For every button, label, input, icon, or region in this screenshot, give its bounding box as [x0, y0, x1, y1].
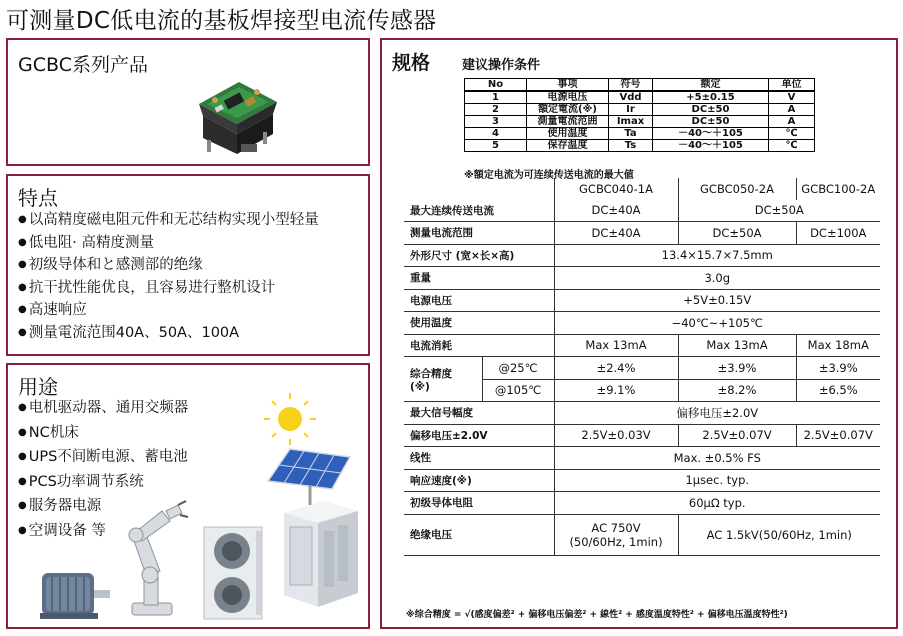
model-header: GCBC050-2A: [678, 178, 796, 200]
list-item: ● PCS功率调节系统: [18, 471, 188, 496]
table-row: [465, 116, 815, 128]
sun-icon: [264, 393, 316, 445]
table-cell: ±2.4%: [554, 357, 678, 380]
rated-current-note: ※額定电流为可连续传送电流的最大値: [464, 170, 634, 181]
table-cell: 2.5V±0.07V: [678, 424, 796, 447]
row-label: 电流消耗: [404, 334, 554, 357]
applications-heading: 用途: [18, 375, 58, 399]
table-row: [404, 402, 880, 425]
table-header-row: [465, 79, 815, 92]
column-header: 单位: [769, 79, 815, 92]
list-item: ● UPS不间断电源、蓄电池: [18, 446, 188, 471]
server-cabinet-icon: [284, 501, 358, 607]
table-cell: 13.4×15.7×7.5mm: [554, 244, 880, 267]
table-cell: Ir: [609, 104, 653, 116]
operating-conditions-table: [464, 78, 815, 152]
table-row: [404, 424, 880, 447]
table-header-row: [404, 178, 880, 200]
table-cell: Max. ±0.5% FS: [554, 447, 880, 470]
table-cell: A: [769, 104, 815, 116]
table-row: [404, 469, 880, 492]
column-header: 额定: [653, 79, 769, 92]
applications-panel: [6, 363, 370, 629]
table-cell: DC±50: [653, 116, 769, 128]
table-cell: DC±50: [653, 104, 769, 116]
list-item: ● 测量電流范围40A、50A、100A: [18, 323, 319, 346]
table-cell: Vdd: [609, 91, 653, 104]
insulation-condition: (50/60Hz, 1min): [569, 534, 663, 549]
table-cell: 2.5V±0.07V: [796, 424, 880, 447]
table-cell: A: [769, 116, 815, 128]
table-cell: 偏移电压±2.0V: [554, 402, 880, 425]
table-row: [404, 312, 880, 335]
table-cell: 1: [465, 91, 527, 104]
table-cell: 2.5V±0.03V: [554, 424, 678, 447]
accuracy-mark: (※): [410, 380, 430, 393]
accuracy-label: 综合精度: [410, 367, 452, 380]
model-header: GCBC040-1A: [554, 178, 678, 200]
table-row: [404, 447, 880, 470]
table-cell: 60μΩ typ.: [554, 492, 880, 515]
table-cell: 保存温度: [527, 140, 609, 152]
table-cell: 2: [465, 104, 527, 116]
electric-motor-icon: [40, 573, 110, 619]
list-item: ● 电机驱动器、通用交频器: [18, 397, 188, 422]
specifications-heading: 规格: [392, 52, 431, 74]
row-label: 绝缘电压: [404, 514, 554, 555]
row-label: [404, 357, 482, 402]
table-cell: ±3.9%: [678, 357, 796, 380]
table-cell: −40℃~+105℃: [554, 312, 880, 335]
table-cell: －40～＋105: [653, 140, 769, 152]
features-list: [18, 210, 319, 345]
list-item: ● 服务器电源: [18, 495, 188, 520]
table-cell: 4: [465, 128, 527, 140]
table-cell: ±6.5%: [796, 379, 880, 402]
table-row: [404, 267, 880, 290]
table-cell: Ts: [609, 140, 653, 152]
row-label: 重量: [404, 267, 554, 290]
table-cell: DC±50A: [678, 200, 880, 222]
list-item: ● 高速响应: [18, 300, 319, 323]
table-cell: －40～＋105: [653, 128, 769, 140]
table-row: [404, 244, 880, 267]
table-row: [404, 492, 880, 515]
table-row: [465, 140, 815, 152]
row-label: 偏移电压±2.0V: [404, 424, 554, 447]
specifications-panel: [380, 38, 898, 629]
row-label: 测量电流范围: [404, 222, 554, 245]
table-cell: ±9.1%: [554, 379, 678, 402]
table-cell: Max 18mA: [796, 334, 880, 357]
applications-list: [18, 397, 188, 545]
row-label: 初级导体电阻: [404, 492, 554, 515]
column-header: 符号: [609, 79, 653, 92]
current-sensor-image: [193, 68, 281, 156]
table-cell: DC±100A: [796, 222, 880, 245]
table-cell: ±3.9%: [796, 357, 880, 380]
table-cell: +5±0.15: [653, 91, 769, 104]
table-cell: 測量電流范囲: [527, 116, 609, 128]
table-cell: 电源电压: [527, 91, 609, 104]
table-cell: 使用温度: [527, 128, 609, 140]
page-title: 可测量DC低电流的基板焊接型电流传感器: [6, 8, 437, 34]
specifications-table: [404, 178, 880, 556]
air-conditioner-icon: [204, 527, 262, 619]
column-header: No: [465, 79, 527, 92]
table-cell: 3.0g: [554, 267, 880, 290]
row-label: 外形尺寸 (宽×长×高): [404, 244, 554, 267]
list-item: ● 以高精度磁电阻元件和无芯结构实现小型轻量: [18, 210, 319, 233]
list-item: ● 抗干扰性能优良，且容易进行整机设计: [18, 278, 319, 301]
table-cell: +5V±0.15V: [554, 289, 880, 312]
row-label: 最大信号幅度: [404, 402, 554, 425]
table-row: [465, 128, 815, 140]
table-cell: 3: [465, 116, 527, 128]
temperature-label: @25℃: [482, 357, 554, 380]
table-cell: Max 13mA: [678, 334, 796, 357]
table-row: [404, 200, 880, 222]
table-cell: DC±40A: [554, 222, 678, 245]
list-item: ● 初级导体和と感测部的绝缘: [18, 255, 319, 278]
column-header: 事项: [527, 79, 609, 92]
product-heading: GCBC系列产品: [18, 54, 148, 76]
table-cell: ±8.2%: [678, 379, 796, 402]
table-cell: [404, 178, 554, 200]
table-cell: [554, 514, 678, 555]
table-row: [465, 91, 815, 104]
table-row: [404, 514, 880, 555]
table-cell: Ta: [609, 128, 653, 140]
list-item: ● NC机床: [18, 422, 188, 447]
table-row: [404, 357, 880, 380]
row-label: 电源电压: [404, 289, 554, 312]
operating-conditions-heading: 建议操作条件: [462, 58, 541, 73]
features-heading: 特点: [18, 186, 58, 210]
table-row: [465, 104, 815, 116]
row-label: 响应速度(※): [404, 469, 554, 492]
solar-panel-icon: [268, 449, 350, 505]
table-cell: 5: [465, 140, 527, 152]
row-label: 线性: [404, 447, 554, 470]
model-header: GCBC100-2A: [796, 178, 880, 200]
temperature-label: @105℃: [482, 379, 554, 402]
table-cell: Max 13mA: [554, 334, 678, 357]
table-cell: Imax: [609, 116, 653, 128]
table-cell: AC 1.5kV(50/60Hz, 1min): [678, 514, 880, 555]
row-label: 使用温度: [404, 312, 554, 335]
table-cell: DC±40A: [554, 200, 678, 222]
insulation-value: AC 750V: [591, 520, 641, 535]
table-cell: DC±50A: [678, 222, 796, 245]
features-panel: [6, 174, 370, 356]
accuracy-formula: ※综合精度 = √(感度偏差² + 偏移电压偏差² + 線性² + 感度温度特性² + 偏移电压温度特性²): [406, 610, 788, 620]
row-label: 最大连续传送电流: [404, 200, 554, 222]
product-panel: [6, 38, 370, 166]
list-item: ● 空调设备 等: [18, 520, 188, 545]
table-cell: ℃: [769, 128, 815, 140]
table-cell: 額定電流(※): [527, 104, 609, 116]
table-cell: 1μsec. typ.: [554, 469, 880, 492]
table-row: [404, 289, 880, 312]
table-cell: V: [769, 91, 815, 104]
table-row: [404, 222, 880, 245]
table-row: [404, 334, 880, 357]
table-cell: ℃: [769, 140, 815, 152]
list-item: ● 低电阻· 高精度测量: [18, 233, 319, 256]
